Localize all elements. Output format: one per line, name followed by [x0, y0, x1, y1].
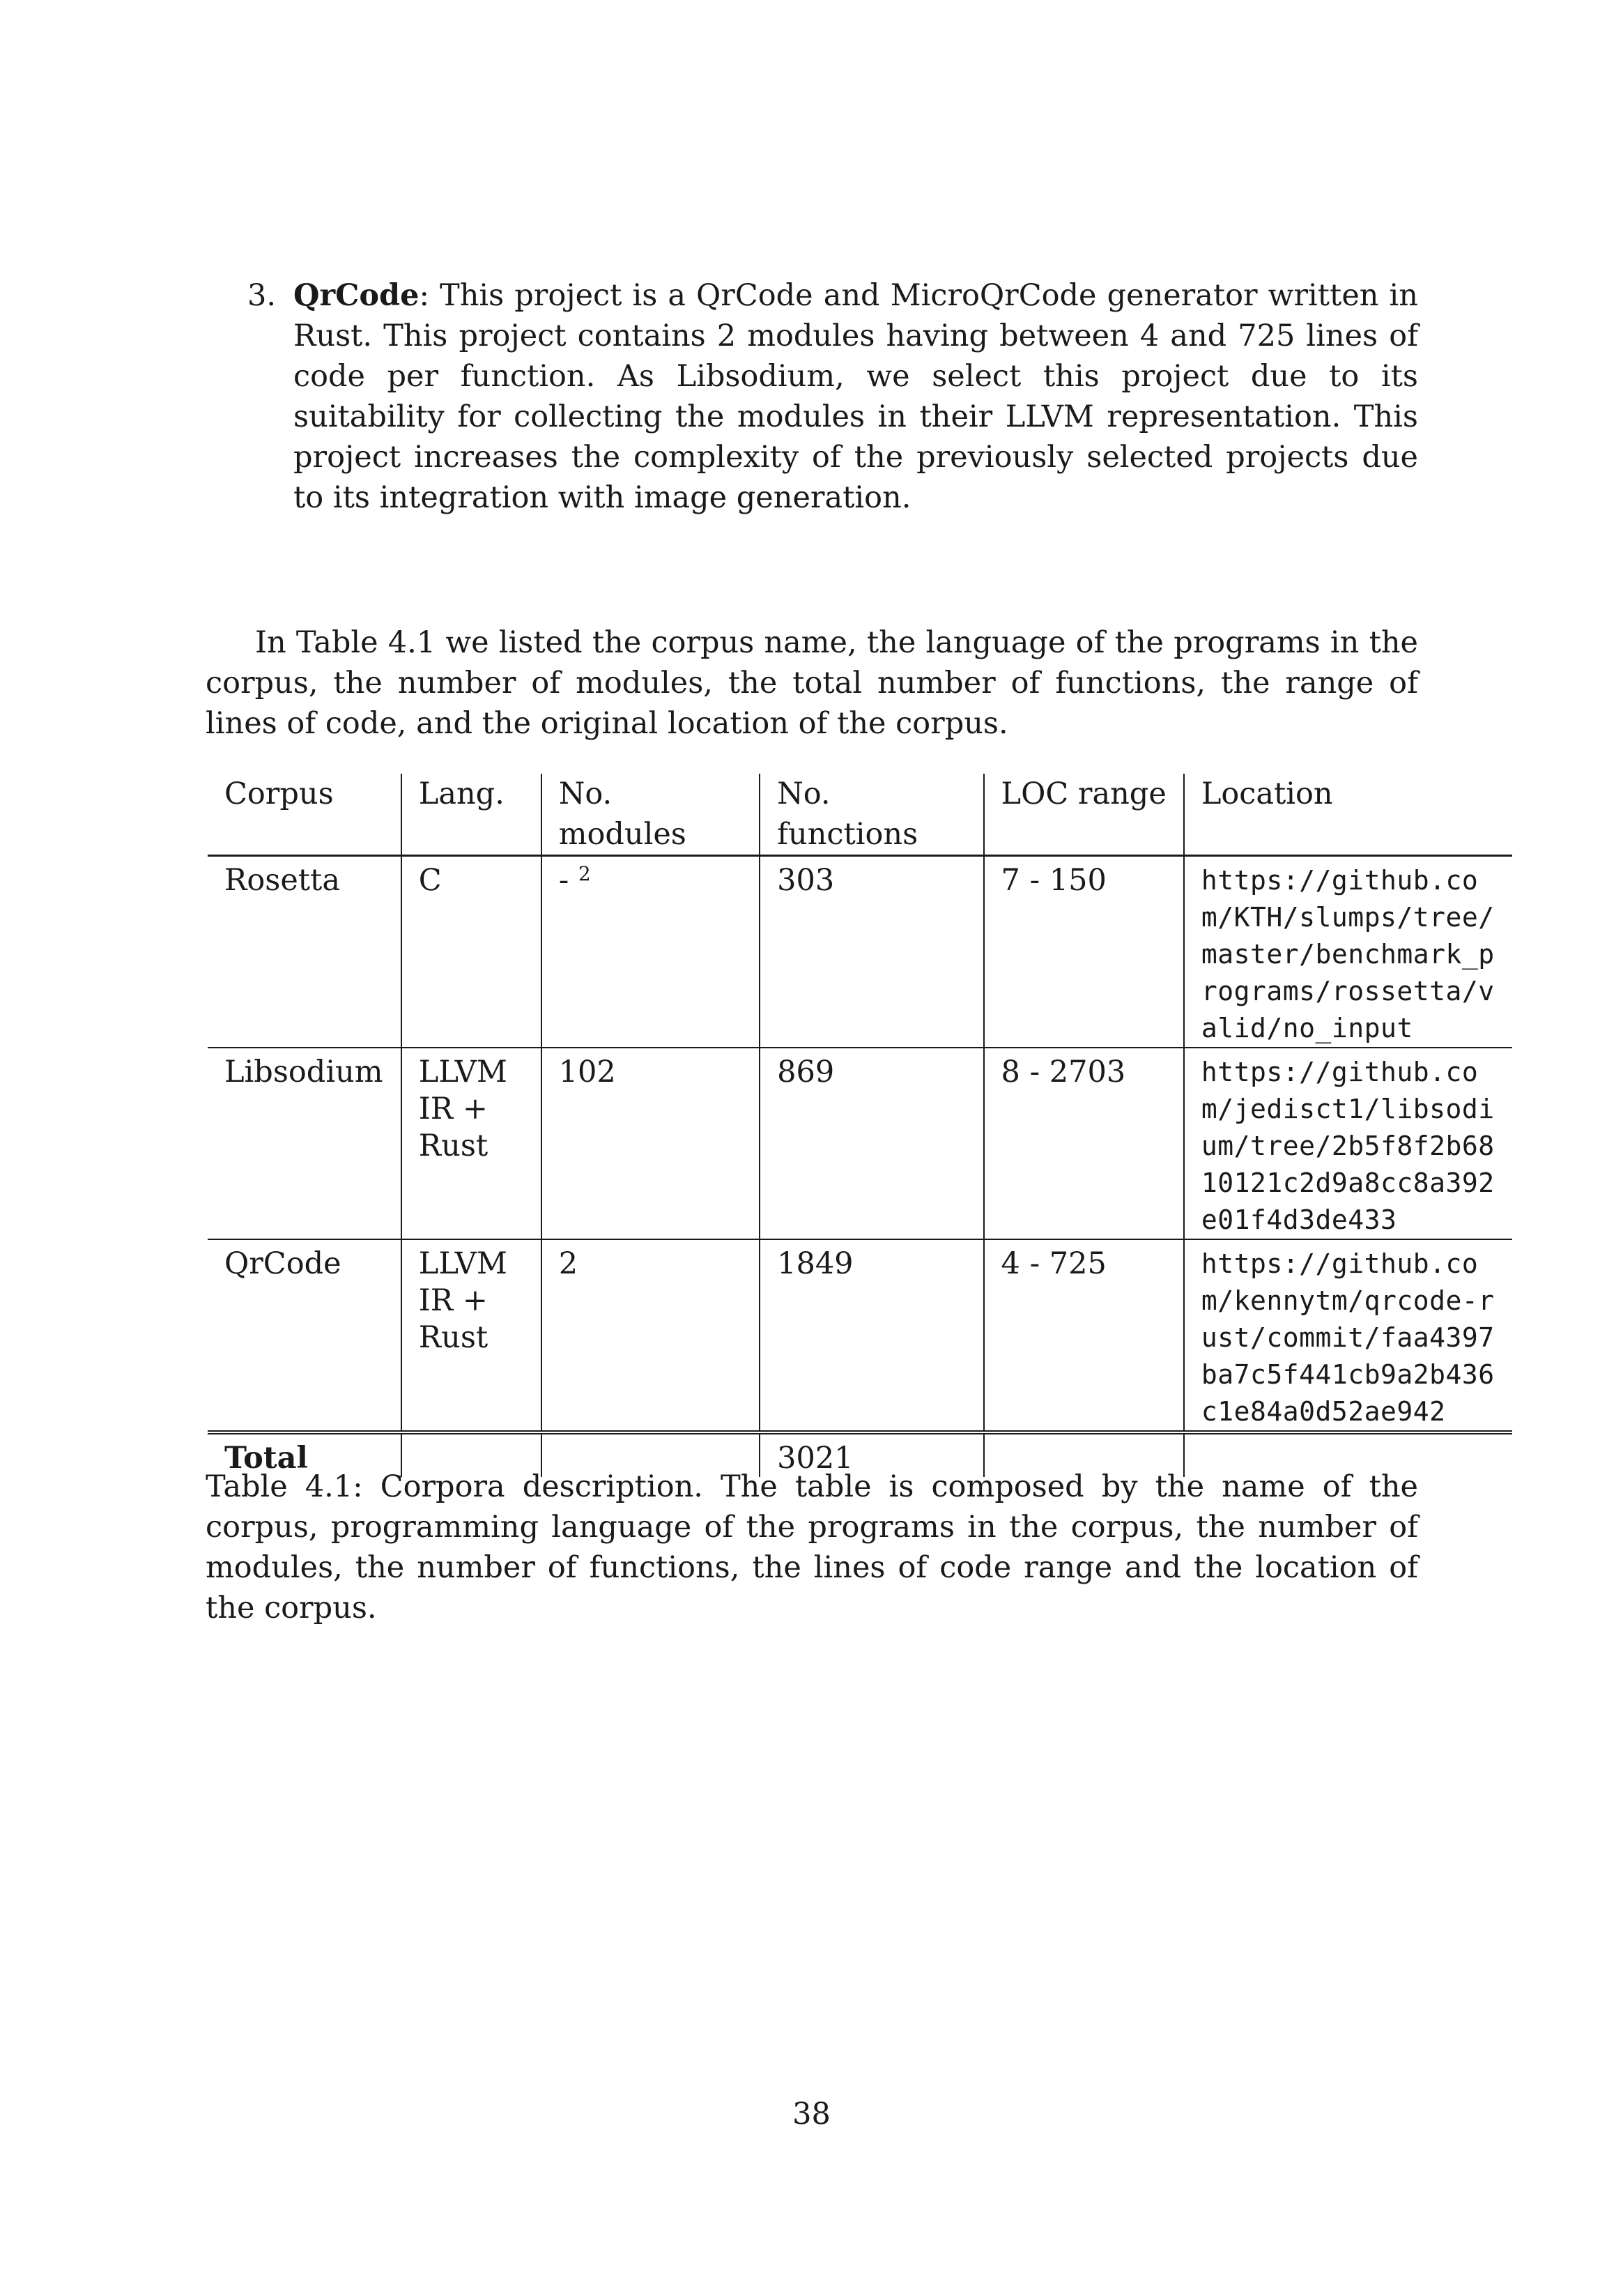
- table-row: [208, 1239, 1512, 1432]
- page-number: 38: [792, 2097, 831, 2132]
- cell-loc: 8 - 2703: [984, 1048, 1184, 1239]
- cell-corpus: Libsodium: [208, 1048, 401, 1239]
- item-text: : This project is a QrCode and MicroQrCode generator written in Rust. This project contains 2 modules having between 4 and 725 lines of code per function. As Libsodium, we select this project due to its suitability for collecting the modules in their LLVM representation. This project increases the complexity of the previously selected projects due to its integration with image generation.: [293, 278, 1418, 515]
- enumerated-item-qrcode: [247, 275, 1418, 518]
- total-functions: 3021: [760, 1432, 983, 1477]
- table-header-row: [208, 774, 1512, 856]
- table-row: [208, 1048, 1512, 1239]
- table-row: [208, 856, 1512, 1048]
- cell-modules: 2: [541, 1239, 760, 1432]
- cell-modules: 102: [541, 1048, 760, 1239]
- intro-paragraph: In Table 4.1 we listed the corpus name, the language of the programs in the corpus, the number of modules, the total number of functions, the range of lines of code, and the original location of the corpus.: [206, 625, 1418, 741]
- header-loc: LOC range: [984, 774, 1184, 856]
- cell-modules-value: -: [558, 863, 578, 898]
- cell-location-link[interactable]: https://github.com/kennytm/qrcode-rust/commit/faa4397ba7c5f441cb9a2b436c1e84a0d52ae942: [1184, 1239, 1512, 1432]
- cell-functions: 303: [760, 856, 983, 1048]
- footnote-marker: 2: [578, 862, 591, 885]
- item-number: 3.: [247, 278, 277, 313]
- header-modules: No. modules: [541, 774, 760, 856]
- header-corpus: Corpus: [208, 774, 401, 856]
- item-term: QrCode: [293, 278, 420, 313]
- table-caption: Table 4.1: Corpora description. The table is composed by the name of the corpus, programming language of the programs in the corpus, the number of modules, the number of functions, the lines of code range and the location of the corpus.: [206, 1469, 1418, 1625]
- item-body: [293, 275, 1418, 518]
- total-label: Total: [224, 1441, 308, 1476]
- cell-loc: 4 - 725: [984, 1239, 1184, 1432]
- cell-lang: LLVM IR + Rust: [401, 1048, 541, 1239]
- cell-corpus: QrCode: [208, 1239, 401, 1432]
- cell-location-link[interactable]: https://github.com/jedisct1/libsodium/tree/2b5f8f2b6810121c2d9a8cc8a392e01f4d3de433: [1184, 1048, 1512, 1239]
- header-functions: No. functions: [760, 774, 983, 856]
- cell-modules: [541, 856, 760, 1048]
- cell-location-link[interactable]: https://github.com/KTH/slumps/tree/master/benchmark_programs/rossetta/valid/no_input: [1184, 856, 1512, 1048]
- header-location: Location: [1184, 774, 1512, 856]
- header-lang: Lang.: [401, 774, 541, 856]
- cell-corpus: Rosetta: [208, 856, 401, 1048]
- cell-lang: LLVM IR + Rust: [401, 1239, 541, 1432]
- corpora-table: [208, 774, 1512, 1477]
- cell-lang: C: [401, 856, 541, 1048]
- cell-loc: 7 - 150: [984, 856, 1184, 1048]
- cell-functions: 869: [760, 1048, 983, 1239]
- cell-functions: 1849: [760, 1239, 983, 1432]
